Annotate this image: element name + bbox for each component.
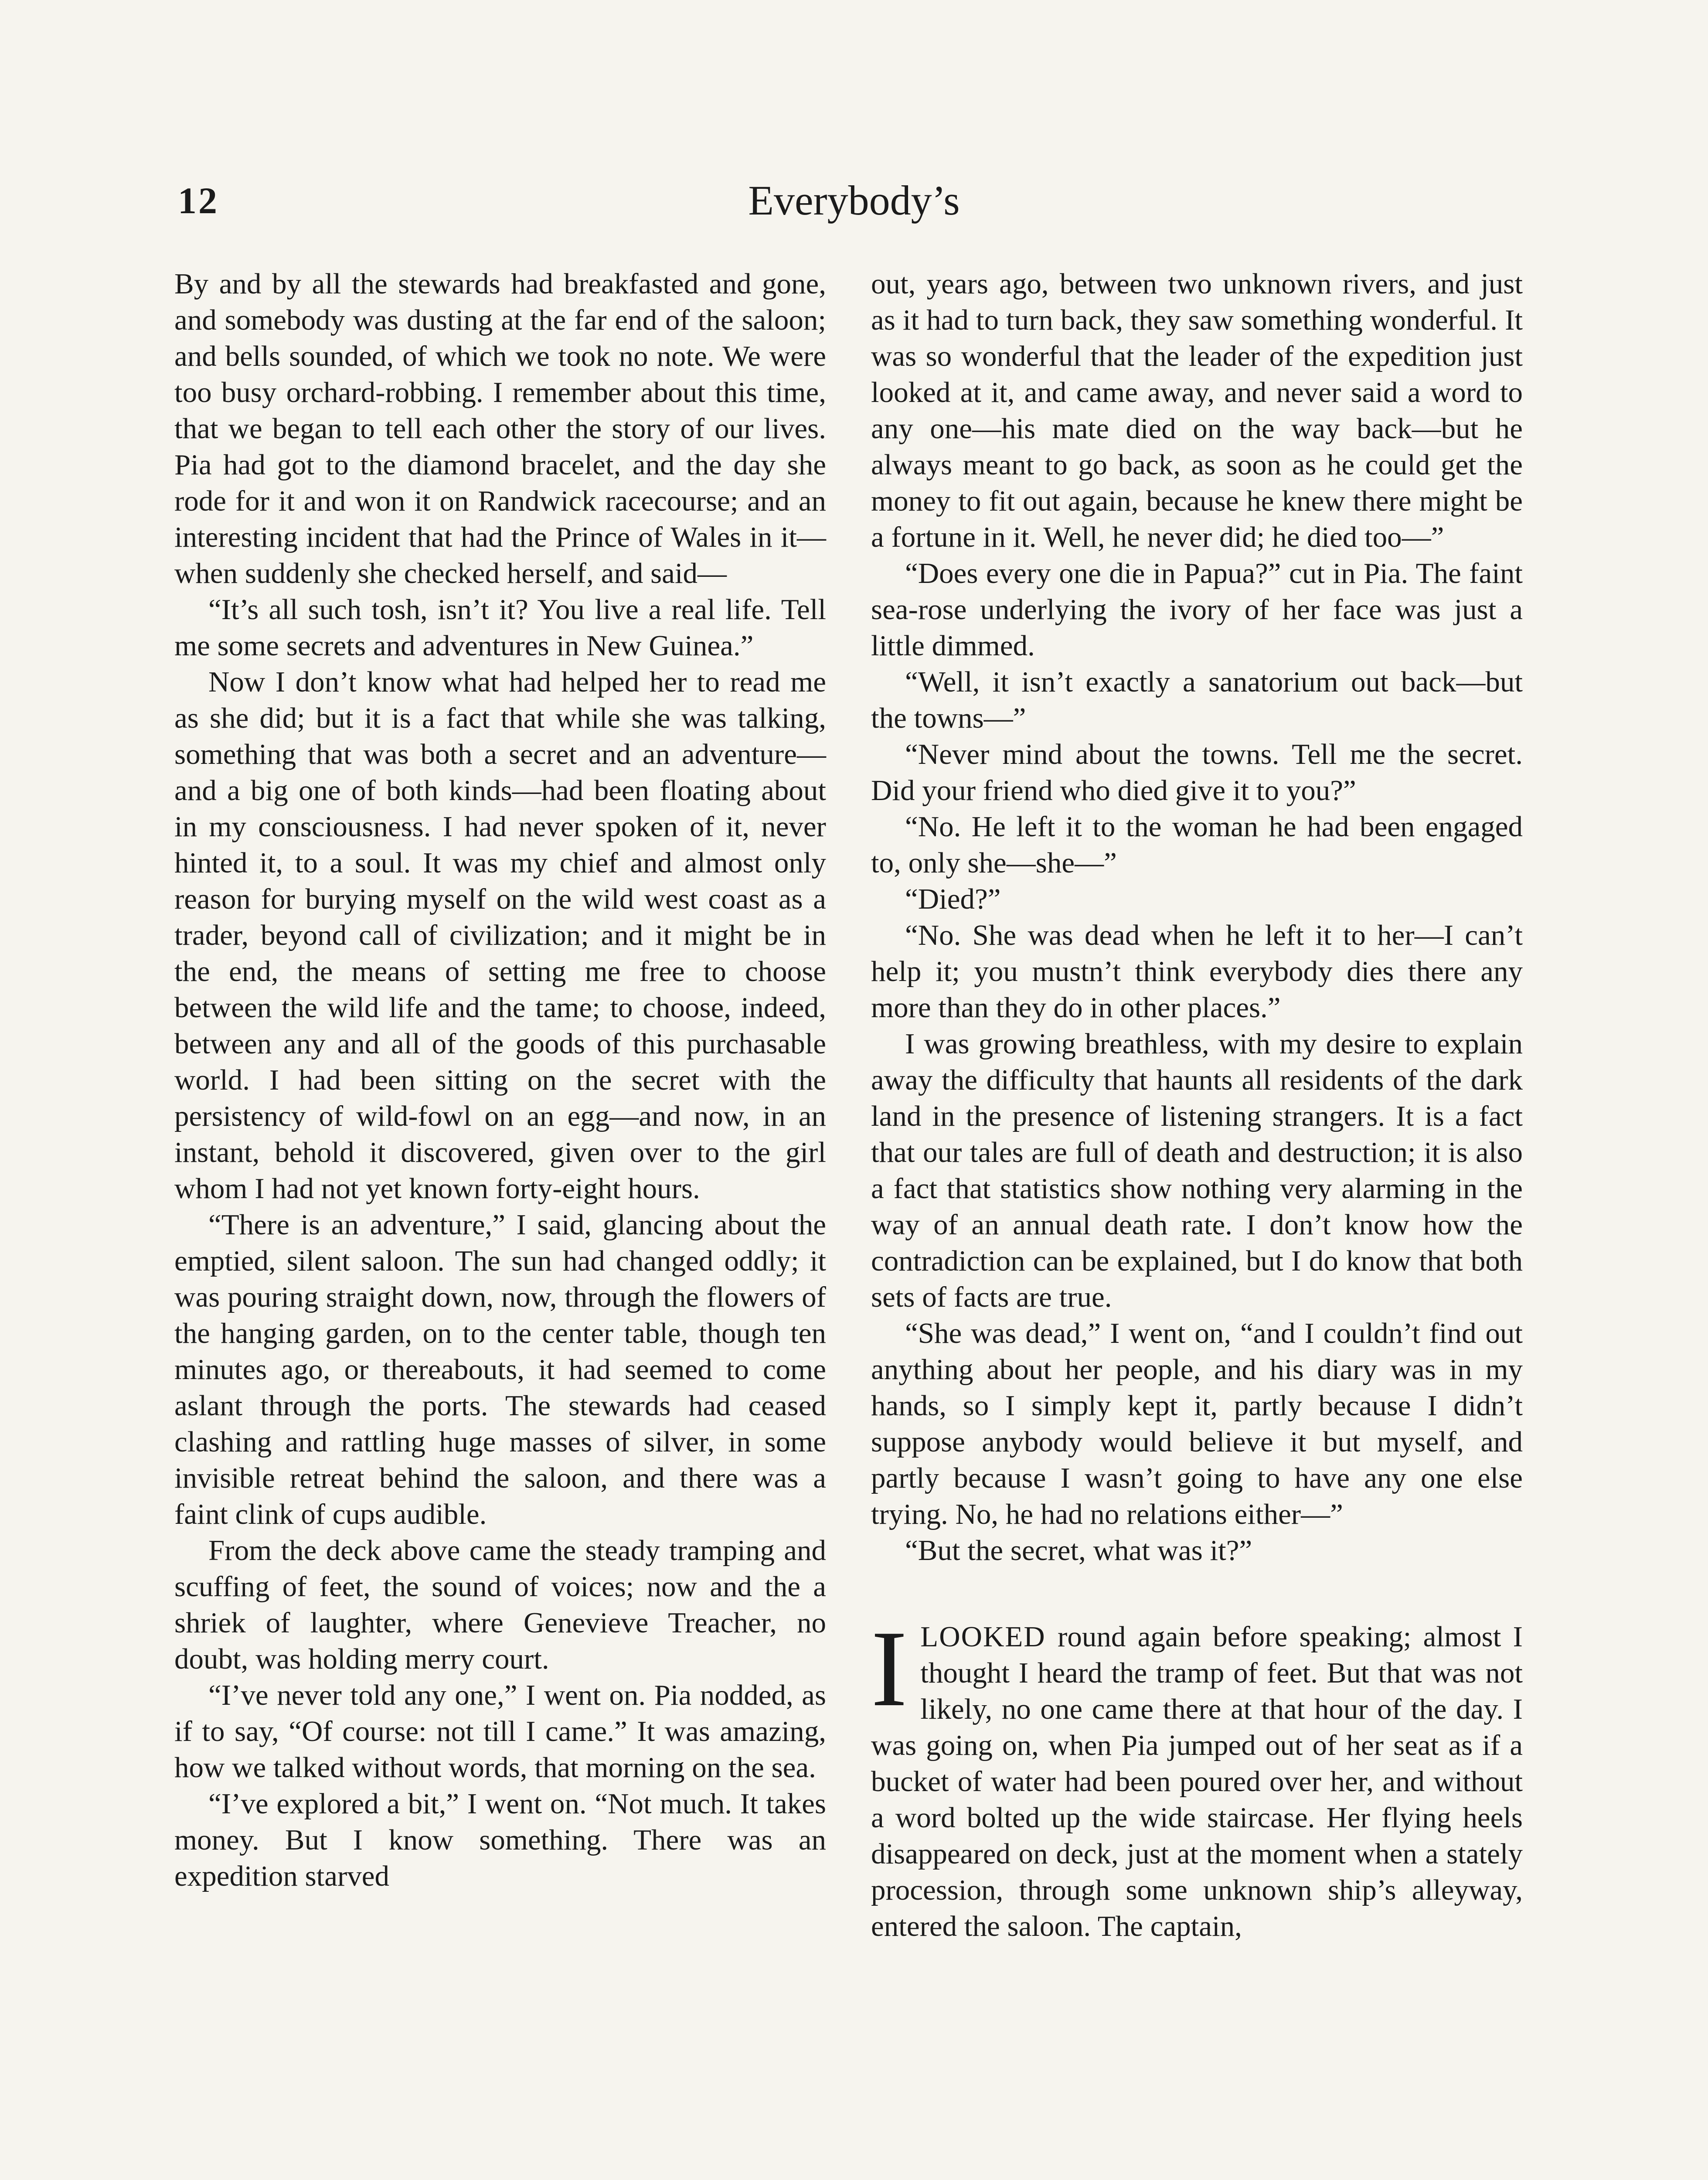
paragraph: out, years ago, between two unknown rivers, and just as it had to turn back, they saw something wonderful. It was so wonderful that the leader of the expedition just looked at it, and came away, and never said a word to any one—his mate died on the way back—but he always meant to go back, as soon as he could get the money to fit out again, because he knew there might be a fortune in it. Well, he never did; he died too—” — [871, 268, 1523, 553]
paragraph: “But the secret, what was it?” — [905, 1534, 1252, 1567]
running-head: Everybody’s — [748, 177, 960, 224]
right-column — [871, 266, 1523, 1945]
paragraph: Now I don’t know what had helped her to read me as she did; but it is a fact that while she was talking, something that was both a secret and an adventure—and a big one of both kinds—had been floating about in my consciousness. I had never spoken of it, never hinted it, to a soul. It was my chief and almost only reason for burying myself on the wild west coast as a trader, beyond call of civilization; and it might be in the end, the means of setting me free to choose between the wild life and the tame; to choose, indeed, between any and all of the goods of this purchasable world. I had been sitting on the secret with the persistency of wild-fowl on an egg—and now, in an instant, behold it discovered, given over to the girl whom I had not yet known forty-eight hours. — [174, 666, 826, 1205]
paragraph: I was growing breathless, with my desire to explain away the difficulty that haunts all residents of the dark land in the presence of listening strangers. It is a fact that our tales are full of death and destruction; it is also a fact that statistics show nothing very alarming in the way of an annual death rate. I don’t know how the contradiction can be explained, but I do know that both sets of facts are true. — [871, 1028, 1523, 1313]
section-opening-paragraph — [871, 1608, 1523, 1945]
paragraph: “Never mind about the towns. Tell me the secret. Did your friend who died give it to you?” — [871, 738, 1523, 807]
small-caps-lead: LOOKED — [920, 1621, 1046, 1653]
paragraph: “Died?” — [905, 883, 1001, 915]
paragraph: “It’s all such tosh, isn’t it? You live a real life. Tell me some secrets and adventures in New Guinea.” — [174, 593, 826, 662]
left-column — [174, 266, 826, 1894]
paragraph: “No. She was dead when he left it to her—I can’t help it; you mustn’t think everybody dies there any more than they do in other places.” — [871, 919, 1523, 1024]
paragraph-text: round again before speaking; almost I thought I heard the tramp of feet. But that was not likely, no one came there at that hour of the day. I was going on, when Pia jumped out of her seat as if a bucket of water had been poured over her, and without a word bolted up the wide staircase. Her flying heels disappeared on deck, just at the moment when a stately procession, through some unknown ship’s alleyway, entered the saloon. The captain, — [871, 1621, 1523, 1942]
section-break — [871, 1569, 1523, 1619]
paragraph: “Well, it isn’t exactly a sanatorium out back—but the towns—” — [871, 666, 1523, 734]
paragraph: “I’ve explored a bit,” I went on. “Not much. It takes money. But I know something. There was an expedition starved — [174, 1788, 826, 1892]
page-number: 12 — [178, 180, 219, 221]
paragraph: By and by all the stewards had breakfasted and gone, and somebody was dusting at the far end of the saloon; and bells sounded, of which we took no note. We were too busy orchard-robbing. I remember about this time, that we began to tell each other the story of our lives. Pia had got to the diamond bracelet, and the day she rode for it and won it on Randwick racecourse; and an interesting incident that had the Prince of Wales in it—when suddenly she checked herself, and said— — [174, 268, 826, 589]
drop-cap: I — [871, 1608, 908, 1729]
paragraph: “I’ve never told any one,” I went on. Pia nodded, as if to say, “Of course: not till I came.” It was amazing, how we talked without words, that morning on the sea. — [174, 1679, 826, 1784]
paragraph: “No. He left it to the woman he had been engaged to, only she—she—” — [871, 811, 1523, 879]
paragraph: “She was dead,” I went on, “and I couldn’t find out anything about her people, and his diary was in my hands, so I simply kept it, partly because I didn’t suppose anybody would believe it but myself, and partly because I wasn’t going to have any one else trying. No, he had no relations either—” — [871, 1317, 1523, 1530]
paragraph: “There is an adventure,” I said, glancing about the emptied, silent saloon. The sun had changed oddly; it was pouring straight down, now, through the flowers of the hanging garden, on to the center table, though ten minutes ago, or thereabouts, it had seemed to come aslant through the ports. The stewards had ceased clashing and rattling huge masses of silver, in some invisible retreat behind the saloon, and there was a faint clink of cups audible. — [174, 1209, 826, 1530]
paragraph: From the deck above came the steady tramping and scuffing of feet, the sound of voices; now and the a shriek of laughter, where Genevieve Treacher, no doubt, was holding merry court. — [174, 1534, 826, 1675]
paragraph: “Does every one die in Papua?” cut in Pia. The faint sea-rose underlying the ivory of her face was just a little dimmed. — [871, 557, 1523, 662]
